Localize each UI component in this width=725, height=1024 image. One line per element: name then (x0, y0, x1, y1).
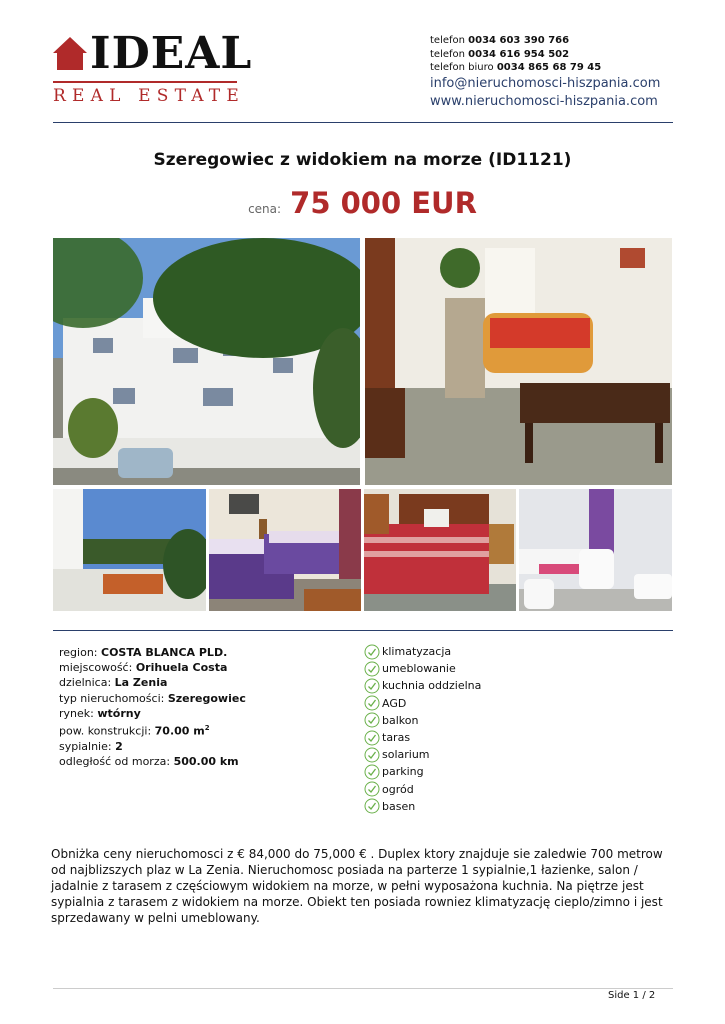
brand-name: IDEAL (90, 28, 253, 79)
check-icon (364, 764, 380, 780)
feature-item: kuchnia oddzielna (364, 677, 481, 694)
terrace-view-photo[interactable] (53, 489, 206, 611)
detail-sea-distance: odległość od morza: 500.00 km (59, 755, 239, 769)
logo-divider (53, 81, 237, 83)
phone-list (430, 34, 601, 75)
section-divider (53, 630, 673, 631)
twin-bedroom-photo[interactable] (209, 489, 361, 611)
price-label: cena: (248, 202, 282, 216)
feature-item: ogród (364, 781, 481, 798)
detail-type: typ nieruchomości: Szeregowiec (59, 691, 246, 705)
listing-title: Szeregowiec z widokiem na morze (ID1121) (153, 150, 572, 170)
building-exterior-photo[interactable] (53, 238, 360, 485)
feature-item: AGD (364, 695, 481, 712)
check-icon (364, 661, 380, 677)
detail-bedrooms: sypialnie: 2 (59, 739, 123, 753)
page-number: Side 1 / 2 (608, 990, 656, 1001)
check-icon (364, 678, 380, 694)
detail-area: pow. konstrukcji: 70.00 $m^2$ (59, 724, 210, 738)
phone-number[interactable]: 0034 865 68 79 45 (496, 62, 602, 73)
house-logo-icon (53, 36, 87, 70)
listing-description: Obniżka ceny nieruchomosci z € 84,000 do 75,000 € . Duplex ktory znajduje sie zaledwie 700 metrow od najblizszych plaz w La Zenia. Nieruchomosc posiada na parterze 1 sypialnie,1 łazienke, salon / jadalnie z tarasem z częściowym widokiem na morze, w pełni wyposażona kuchnia. Na piętrze jest sypialnia z tarasem z widokiem na morze. Obiekt ten posiada rowniez klimatyzację cieplo/zimno i jest sprzedawany w pelni umeblowany. (51, 847, 663, 925)
phone-number[interactable]: 0034 603 390 766 (468, 35, 570, 46)
feature-item: taras (364, 729, 481, 746)
check-icon (364, 781, 380, 797)
feature-item: balkon (364, 712, 481, 729)
property-details (59, 645, 246, 769)
check-icon (364, 644, 380, 660)
detail-district: dzielnica: La Zenia (59, 676, 168, 690)
phone-number[interactable]: 0034 616 954 502 (468, 48, 570, 60)
check-icon (364, 695, 380, 711)
check-icon (364, 747, 380, 763)
check-icon (364, 798, 380, 814)
detail-region: region: COSTA BLANCA PLD. (59, 646, 228, 659)
feature-item: basen (364, 798, 481, 815)
detail-market: rynek: wtórny (59, 706, 141, 720)
footer-divider (53, 988, 673, 989)
check-icon (364, 730, 380, 746)
check-icon (364, 712, 380, 728)
brand-tagline: REAL ESTATE (53, 86, 245, 106)
feature-item: klimatyzacja (364, 643, 481, 660)
bathroom-photo[interactable] (519, 489, 672, 611)
phone-line: telefon biuro 0034 865 68 79 45 (430, 62, 602, 73)
feature-item: solarium (364, 746, 481, 763)
double-bedroom-photo[interactable] (364, 489, 516, 611)
website-link[interactable]: www.nieruchomosci-hiszpania.com (430, 94, 658, 109)
feature-item: umeblowanie (364, 660, 481, 677)
phone-line: telefon 0034 603 390 766 (430, 35, 570, 46)
feature-item: parking (364, 763, 481, 780)
price-value: 75 000 EUR (290, 186, 477, 220)
detail-town: miejscowość: Orihuela Costa (59, 661, 228, 675)
price-row (0, 186, 725, 220)
header-divider (53, 122, 673, 123)
feature-list (364, 643, 481, 815)
phone-line: telefon 0034 616 954 502 (430, 48, 570, 60)
living-room-photo[interactable] (365, 238, 672, 485)
email-link[interactable]: info@nieruchomosci-hiszpania.com (430, 76, 661, 91)
